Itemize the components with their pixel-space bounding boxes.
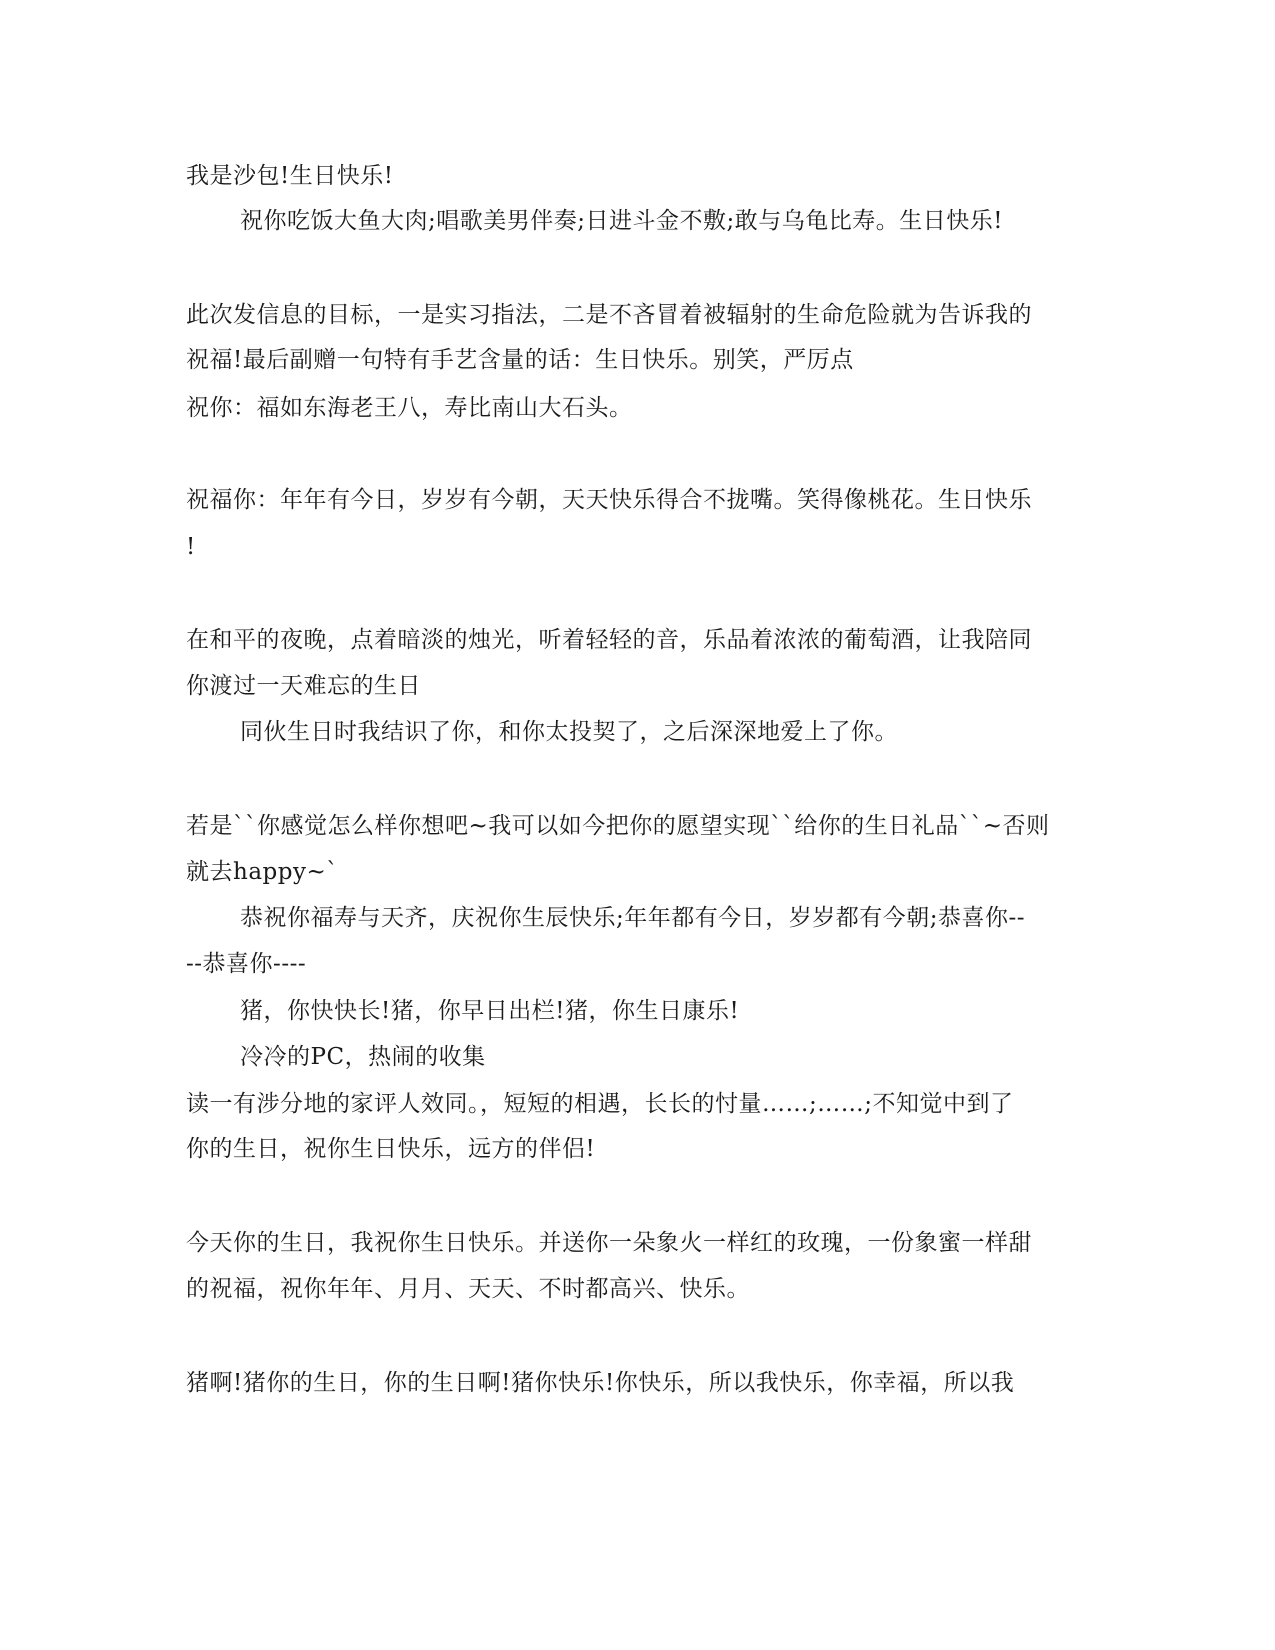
text-line: 猪啊!猪你的生日，你的生日啊!猪你快乐!你快乐，所以我快乐，你幸福，所以我 <box>186 1370 1015 1396</box>
text-line: 今天你的生日，我祝你生日快乐。并送你一朵象火一样红的玫瑰，一份象蜜一样甜 <box>186 1230 1032 1256</box>
text-line: 若是``你感觉怎么样你想吧~我可以如今把你的愿望实现``给你的生日礼品``~否则 <box>186 813 1050 839</box>
text-line: 在和平的夜晚，点着暗淡的烛光，听着轻轻的音，乐品着浓浓的葡萄酒，让我陪同 <box>186 627 1032 653</box>
text-line: 你的生日，祝你生日快乐，远方的伴侣! <box>186 1136 596 1162</box>
text-line: 祝你：福如东海老王八，寿比南山大石头。 <box>186 395 633 421</box>
text-line: 你渡过一天难忘的生日 <box>186 673 421 699</box>
text-line: 我是沙包!生日快乐! <box>186 163 394 189</box>
text-line: 冷冷的PC，热闹的收集 <box>240 1044 486 1070</box>
text-line: 读一有涉分地的家评人效同。，短短的相遇，长长的忖量……;……;不知觉中到了 <box>186 1091 1014 1117</box>
text-line: ! <box>186 534 196 560</box>
text-line: 就去happy~` <box>186 859 339 885</box>
text-line: 的祝福，祝你年年、月月、天天、不时都高兴、快乐。 <box>186 1276 750 1302</box>
text-line: 此次发信息的目标，一是实习指法，二是不吝冒着被辐射的生命危险就为告诉我的 <box>186 302 1032 328</box>
text-line: 恭祝你福寿与天齐，庆祝你生辰快乐;年年都有今日，岁岁都有今朝;恭喜你-- <box>240 905 1026 931</box>
text-line: 猪，你快快长!猪，你早日出栏!猪，你生日康乐! <box>240 998 740 1024</box>
text-line: --恭喜你---- <box>186 951 307 977</box>
text-line: 祝福!最后副赠一句特有手艺含量的话：生日快乐。别笑，严厉点 <box>186 347 854 373</box>
text-line: 同伙生日时我结识了你，和你太投契了，之后深深地爱上了你。 <box>240 719 898 745</box>
text-line: 祝福你：年年有今日，岁岁有今朝，天天快乐得合不拢嘴。笑得像桃花。生日快乐 <box>186 487 1032 513</box>
text-line: 祝你吃饭大鱼大肉;唱歌美男伴奏;日进斗金不敷;敢与乌龟比寿。生日快乐! <box>240 208 1003 234</box>
